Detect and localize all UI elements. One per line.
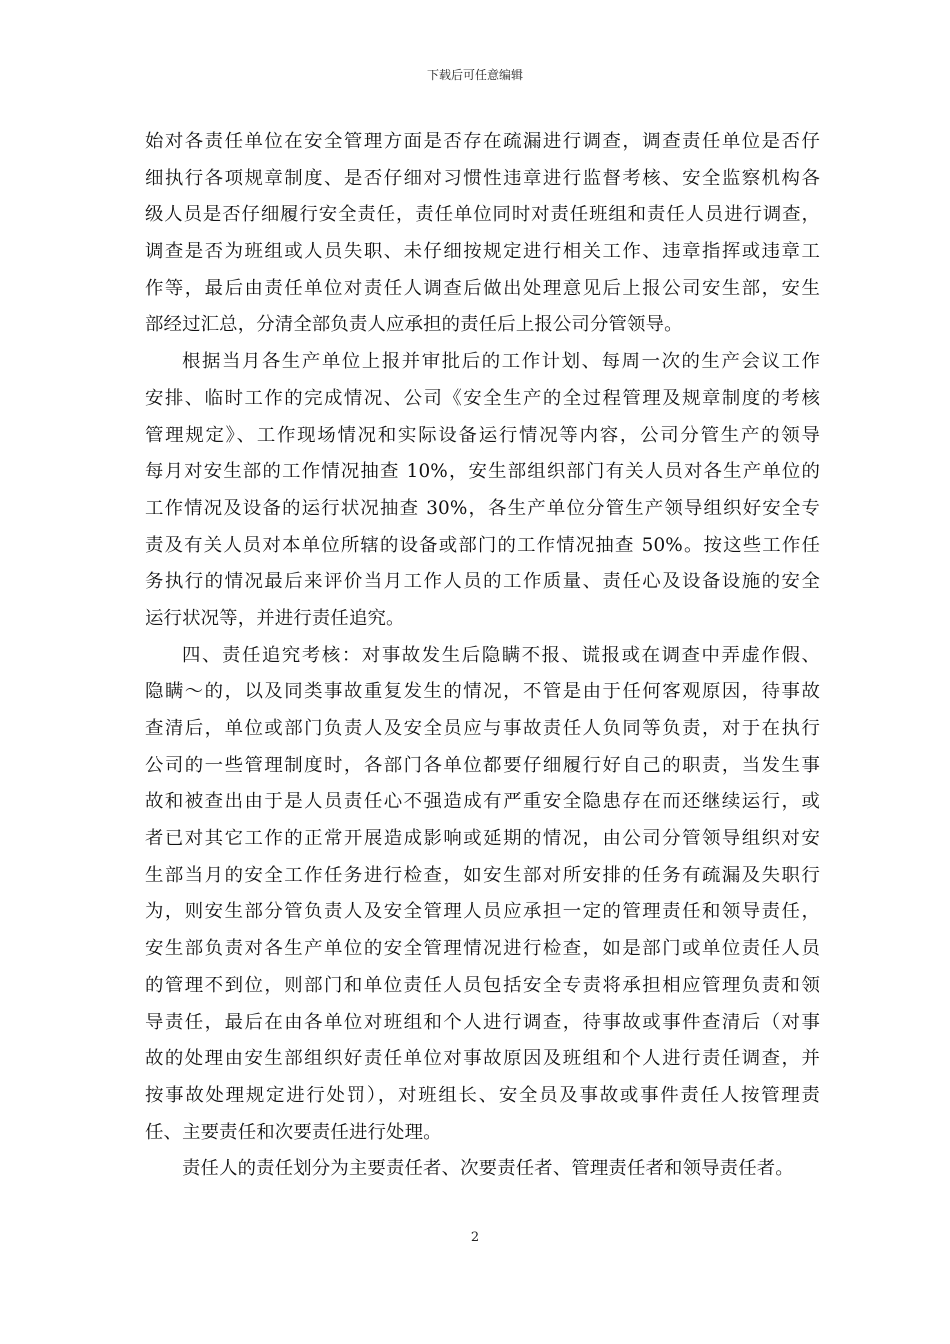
text-line: 公司的一些管理制度时，各部门各单位都要仔细履行好自己的职责，当发生事 [145, 754, 820, 776]
text-line: 务执行的情况最后来评价当月工作人员的工作质量、责任心及设备设施的安全 [145, 571, 820, 593]
page-header: 下载后可任意编辑 [426, 68, 523, 82]
text-line: 为，则安生部分管负责人及安全管理人员应承担一定的管理责任和领导责任， [145, 901, 820, 923]
page-number: 2 [470, 1230, 480, 1245]
text-line: 安排、临时工作的完成情况、公司《安全生产的全过程管理及规章制度的考核 [145, 387, 820, 409]
text-line: 查清后，单位或部门负责人及安全员应与事故责任人负同等负责，对于在执行 [145, 718, 820, 739]
text-line: 者已对其它工作的正常开展造成影响或延期的情况，由公司分管领导组织对安 [145, 828, 820, 850]
text-line: 安生部负责对各生产单位的安全管理情况进行检查，如是部门或单位责任人员 [145, 938, 820, 960]
text-line: 按事故处理规定进行处罚），对班组长、安全员及事故或事件责任人按管理责 [145, 1084, 820, 1106]
text-line: 运行状况等，并进行责任追究。 [145, 607, 405, 629]
document-body [145, 124, 820, 1188]
text-line: 始对各责任单位在安全管理方面是否存在疏漏进行调查，调查责任单位是否仔 [145, 131, 820, 152]
text-line: 的管理不到位，则部门和单位责任人员包括安全专责将承担相应管理负责和领 [145, 974, 820, 996]
text-line: 细执行各项规章制度、是否仔细对习惯性违章进行监督考核、安全监察机构各 [145, 167, 820, 189]
text-line: 故和被查出由于是人员责任心不强造成有严重安全隐患存在而还继续运行，或 [145, 791, 820, 813]
text-line: 任、主要责任和次要责任进行处理。 [145, 1121, 442, 1143]
text-line: 生部当月的安全工作任务进行检查，如安生部对所安排的任务有疏漏及失职行 [145, 864, 820, 886]
text-line: 每月对安生部的工作情况抽查 10%，安生部组织部门有关人员对各生产单位的 [145, 461, 820, 483]
text-line: 作等，最后由责任单位对责任人调查后做出处理意见后上报公司安生部，安生 [145, 277, 820, 299]
text-line: 工作情况及设备的运行状况抽查 30%，各生产单位分管生产领导组织好安全专 [145, 497, 820, 519]
text-line: 责及有关人员对本单位所辖的设备或部门的工作情况抽查 50%。按这些工作任 [145, 534, 820, 556]
text-line: 隐瞒～的，以及同类事故重复发生的情况，不管是由于任何客观原因，待事故 [145, 681, 820, 703]
paragraph-first-line: 责任人的责任划分为主要责任者、次要责任者、管理责任者和领导责任者。 [182, 1158, 794, 1180]
text-line: 调查是否为班组或人员失职、未仔细按规定进行相关工作、违章指挥或违章工 [145, 241, 820, 263]
paragraph-first-line: 四、责任追究考核：对事故发生后隐瞒不报、谎报或在调查中弄虚作假、 [182, 644, 820, 666]
text-line: 故的处理由安生部组织好责任单位对事故原因及班组和个人进行责任调查，并 [145, 1048, 820, 1070]
text-line: 级人员是否仔细履行安全责任，责任单位同时对责任班组和责任人员进行调查， [145, 204, 820, 226]
text-line: 部经过汇总，分清全部负责人应承担的责任后上报公司分管领导。 [145, 314, 683, 336]
paragraph-first-line: 根据当月各生产单位上报并审批后的工作计划、每周一次的生产会议工作 [182, 351, 820, 373]
text-line: 导责任，最后在由各单位对班组和个人进行调查，待事故或事件查清后（对事 [145, 1011, 820, 1033]
text-line: 管理规定》、工作现场情况和实际设备运行情况等内容，公司分管生产的领导 [145, 424, 820, 446]
